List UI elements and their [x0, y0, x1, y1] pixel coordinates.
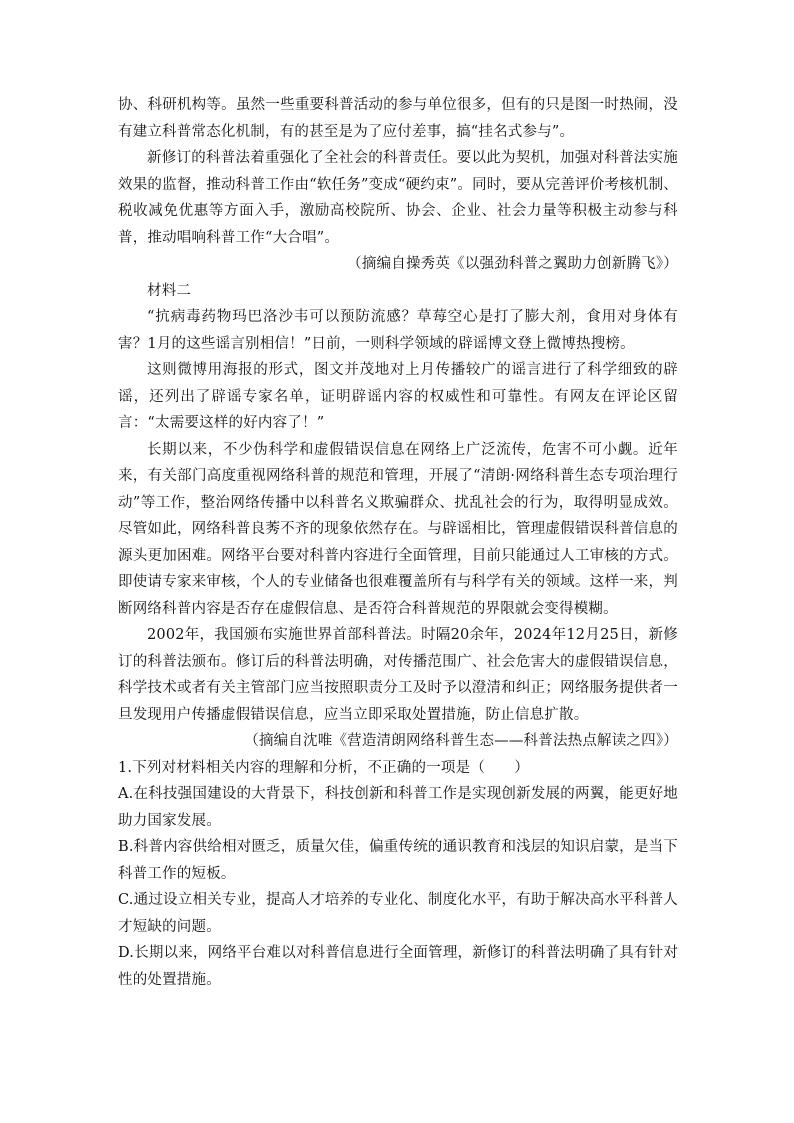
material-2-heading: 材料二	[147, 282, 192, 299]
document-page	[118, 92, 678, 993]
paragraph-5: 长期以来，不少伪科学和虚假错误信息在网络上广泛流传，危害不可小觑。近年来，有关部门高度重视网络科普的规范和管理，开展了“清朗·网络科普生态专项治理行动”等工作，整治网络传播中以科普名义欺骗群众、扰乱社会的行为，取得明显成效。尽管如此，网络科普良莠不齐的现象依然存在。与辟谣相比，管理虚假错误科普信息的源头更加困难。网络平台要对科普内容进行全面管理，目前只能通过人工审核的方式。即使请专家来审核，个人的专业储备也很难覆盖所有与科学有关的领域。这样一来，判断网络科普内容是否存在虚假信息、是否符合科普规范的界限就会变得模糊。	[118, 441, 678, 617]
paragraph-1: 协、科研机构等。虽然一些重要科普活动的参与单位很多，但有的只是图一时热闹，没有建立科普常态化机制，有的甚至是为了应付差事，搞“挂名式参与”。	[118, 97, 678, 140]
source-citation-1: （摘编自操秀英《以强劲科普之翼助力创新腾飞》）	[347, 256, 678, 272]
source-citation-2: （摘编自沈唯《营造清朗网络科普生态——科普法热点解读之四》）	[244, 733, 678, 749]
option-b: B.科普内容供给相对匮乏，质量欠佳，偏重传统的通识教育和浅层的知识启蒙，是当下科普工作的短板。	[118, 839, 678, 882]
paragraph-4: 这则微博用海报的形式，图文并茂地对上月传播较广的谣言进行了科学细致的辟谣，还列出了辟谣专家名单，证明辟谣内容的权威性和可靠性。有网友在评论区留言：“太需要这样的好内容了！”	[118, 362, 678, 431]
option-d: D.长期以来，网络平台难以对科普信息进行全面管理，新修订的科普法明确了具有针对性的处置措施。	[118, 945, 679, 988]
option-c: C.通过设立相关专业，提高人才培养的专业化、制度化水平，有助于解决高水平科普人才短缺的问题。	[118, 892, 678, 935]
paragraph-6: 2002年，我国颁布实施世界首部科普法。时隔20余年，2024年12月25日，新修订的科普法颁布。修订后的科普法明确，对传播范围广、社会危害大的虚假错误信息，科学技术或者有关主管部门应当按照职责分工及时予以澄清和纠正；网络服务提供者一旦发现用户传播虚假错误信息，应当立即采取处置措施，防止信息扩散。	[118, 627, 678, 723]
paragraph-2: 新修订的科普法着重强化了全社会的科普责任。要以此为契机，加强对科普法实施效果的监督，推动科普工作由“软任务”变成“硬约束”。同时，要从完善评价考核机制、税收减免优惠等方面入手，激励高校院所、协会、企业、社会力量等积极主动参与科普，推动唱响科普工作“大合唱”。	[118, 150, 678, 246]
question-1: 1.下列对材料相关内容的理解和分析，不正确的一项是（ ）	[118, 759, 530, 776]
option-a: A.在科技强国建设的大背景下，科技创新和科普工作是实现创新发展的两翼，能更好地助力国家发展。	[118, 786, 678, 829]
paragraph-3: “抗病毒药物玛巴洛沙韦可以预防流感？草莓空心是打了膨大剂，食用对身体有害？1月的这些谣言别相信！”日前，一则科学领域的辟谣博文登上微博热搜榜。	[118, 309, 678, 352]
